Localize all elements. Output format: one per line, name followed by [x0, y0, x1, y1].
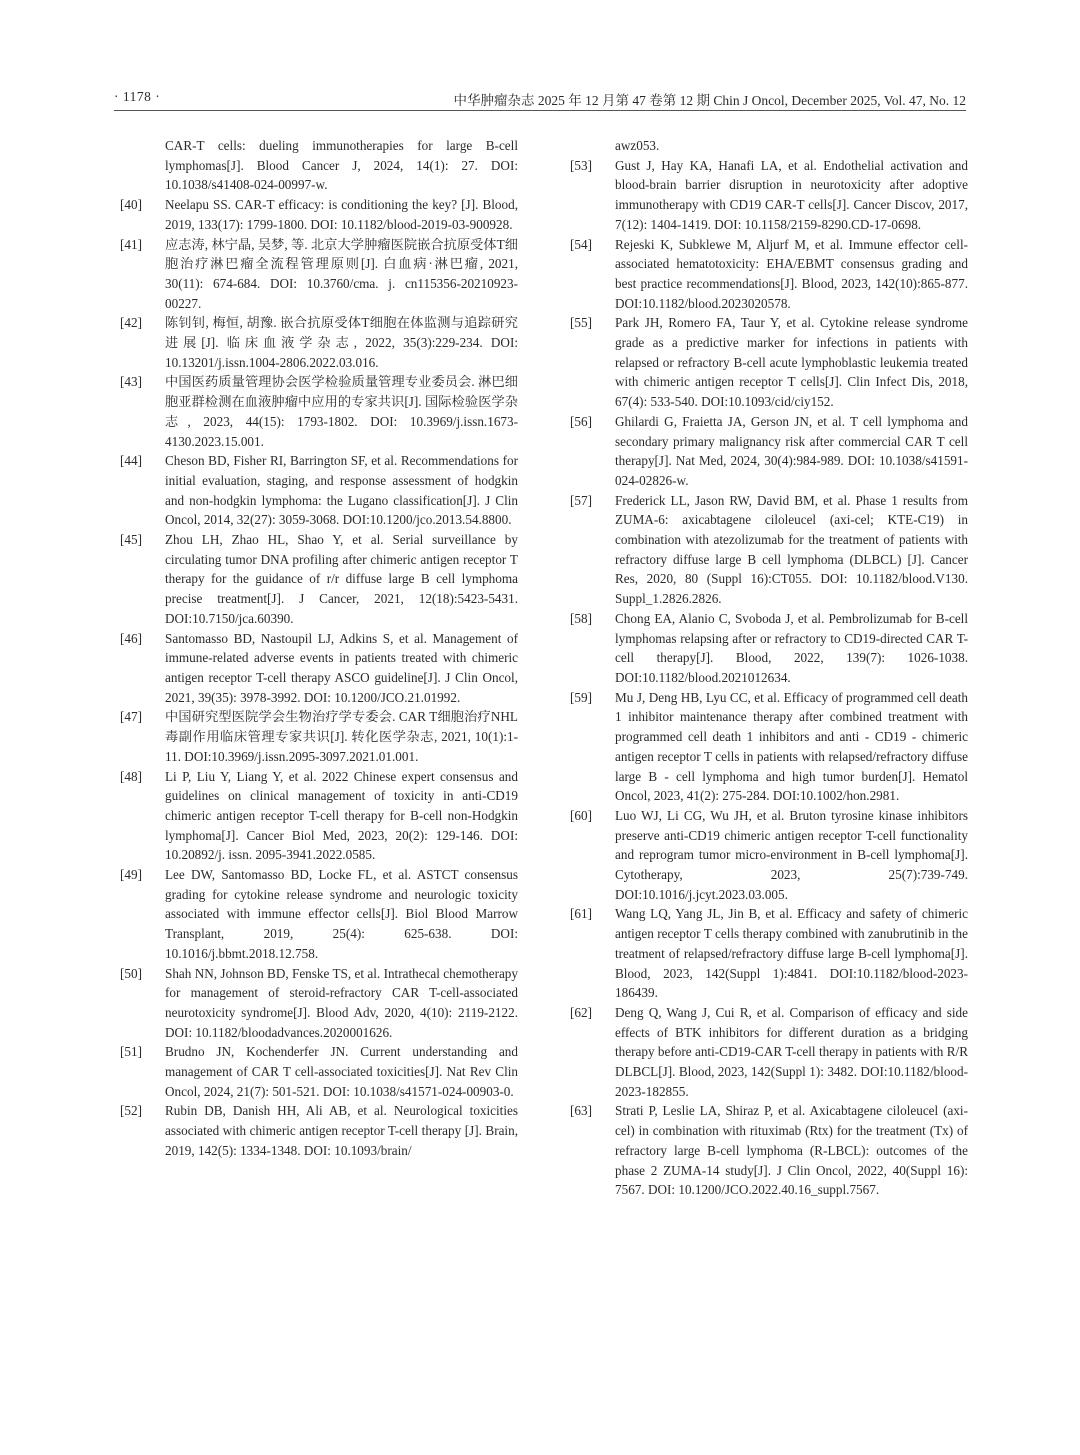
reference-text: Shah NN, Johnson BD, Fenske TS, et al. Intrathecal chemotherapy for management of steroid-refractory CAR T-cell-associated neurotoxicity syndrome[J]. Blood Adv, 2020, 4(10): 2119-2122. DOI: 10.1182/bloodadvances.2020001626.	[165, 965, 518, 1040]
reference-number: [54]	[570, 236, 592, 252]
reference-number: [62]	[570, 1004, 592, 1020]
reference-text: Strati P, Leslie LA, Shiraz P, et al. Axicabtagene ciloleucel (axi-cel) in combination with rituximab (Rtx) for the treatment (Tx) of refractory large B-cell lymphoma (R-LBCL): outcomes of the phase 2 ZUMA-14 study[J]. J Clin Oncol, 2022, 40(Suppl 16): 7567. DOI: 10.1200/JCO.2022.40.16_suppl.7567.	[615, 1103, 968, 1198]
reference-number: [52]	[120, 1103, 142, 1119]
reference-item	[116, 707, 518, 766]
reference-number: [41]	[120, 236, 142, 252]
reference-number: [58]	[570, 610, 592, 626]
reference-number: [47]	[120, 709, 142, 725]
reference-number: [49]	[120, 867, 142, 883]
reference-number: [53]	[570, 157, 592, 173]
reference-text: Rejeski K, Subklewe M, Aljurf M, et al. Immune effector cell-associated hematotoxicity: EHA/EBMT consensus grading and best practice recommendations[J]. Blood, 2023, 142(10):865-877. DOI:10.1182/blood.2023020578.	[615, 236, 968, 311]
reference-text: Luo WJ, Li CG, Wu JH, et al. Bruton tyrosine kinase inhibitors preserve anti-CD19 chimeric antigen receptor T-cell functionality and reprogram tumor micro-environment in B-cell lymphoma[J]. Cytotherapy, 2023, 25(7):739-749. DOI:10.1016/j.jcyt.2023.03.005.	[615, 807, 968, 902]
reference-number: [44]	[120, 453, 142, 469]
reference-number: [63]	[570, 1103, 592, 1119]
reference-item	[566, 412, 968, 491]
reference-text: Chong EA, Alanio C, Svoboda J, et al. Pembrolizumab for B-cell lymphomas relapsing after or refractory to CD19-directed CAR T-cell therapy[J]. Blood, 2022, 139(7): 1026-1038. DOI:10.1182/blood.2021012634.	[615, 610, 968, 685]
reference-text: Santomasso BD, Nastoupil LJ, Adkins S, et al. Management of immune-related adverse events in patients treated with chimeric antigen receptor T-cell therapy ASCO guideline[J]. J Clin Oncol, 2021, 39(35): 3978-3992. DOI: 10.1200/JCO.21.01992.	[165, 630, 518, 705]
reference-number: [60]	[570, 807, 592, 823]
reference-continuation: CAR-T cells: dueling immunotherapies for large B-cell lymphomas[J]. Blood Cancer J, 2024, 14(1): 27. DOI: 10.1038/s41408-024-00997-w.	[165, 138, 518, 193]
reference-number: [57]	[570, 492, 592, 508]
reference-number: [61]	[570, 906, 592, 922]
page-number: · 1178 ·	[114, 89, 161, 104]
reference-text: 陈钊钊, 梅恒, 胡豫. 嵌合抗原受体T细胞在体监测与追踪研究进展[J]. 临床血液学杂志, 2022, 35(3):229-234. DOI: 10.13201/j.issn.1004-2806.2022.03.016.	[165, 315, 518, 370]
reference-text: Deng Q, Wang J, Cui R, et al. Comparison of efficacy and side effects of BTK inhibitors for different duration as a bridging therapy before anti-CD19-CAR T-cell therapy in patients with R/R DLBCL[J]. Blood, 2023, 142(Suppl 1): 3482. DOI:10.1182/blood-2023-182855.	[615, 1004, 968, 1099]
reference-text: Mu J, Deng HB, Lyu CC, et al. Efficacy of programmed cell death 1 inhibitor maintenance therapy after combined treatment with programmed cell death 1 inhibitors and anti - CD19 - chimeric antigen receptor T cells in patients with relapsed/refractory diffuse large B - cell lymphoma and high tumor burden[J]. Hematol Oncol, 2023, 41(2): 275-284. DOI:10.1002/hon.2981.	[615, 689, 968, 804]
reference-item	[566, 1003, 968, 1102]
reference-item	[566, 904, 968, 1003]
reference-item	[566, 1101, 968, 1200]
reference-item	[116, 964, 518, 1043]
reference-column-left	[116, 136, 518, 1161]
reference-item	[116, 195, 518, 234]
reference-item	[566, 688, 968, 806]
reference-text: Lee DW, Santomasso BD, Locke FL, et al. ASTCT consensus grading for cytokine release syndrome and neurologic toxicity associated with immune effector cells[J]. Biol Blood Marrow Transplant, 2019, 25(4): 625-638. DOI: 10.1016/j.bbmt.2018.12.758.	[165, 867, 518, 961]
reference-item	[116, 865, 518, 964]
reference-number: [55]	[570, 315, 592, 331]
reference-number: [40]	[120, 197, 142, 213]
reference-column-right	[566, 136, 968, 1200]
reference-text: Brudno JN, Kochenderfer JN. Current understanding and management of CAR T cell-associated toxicities[J]. Nat Rev Clin Oncol, 2024, 21(7): 501-521. DOI: 10.1038/s41571-024-00903-0.	[165, 1044, 518, 1099]
reference-item	[116, 235, 518, 314]
reference-item	[116, 767, 518, 866]
reference-number: [45]	[120, 532, 142, 548]
reference-item	[566, 609, 968, 688]
reference-text: Zhou LH, Zhao HL, Shao Y, et al. Serial surveillance by circulating tumor DNA profiling after chimeric antigen receptor T therapy for the guidance of r/r diffuse large B cell lymphoma precise treatment[J]. J Cancer, 2021, 12(18):5423-5431. DOI:10.7150/jca.60390.	[165, 532, 518, 626]
reference-text: Li P, Liu Y, Liang Y, et al. 2022 Chinese expert consensus and guidelines on clinical management of toxicity in anti-CD19 chimeric antigen receptor T-cell therapy for B-cell non-Hodgkin lymphoma[J]. Cancer Biol Med, 2023, 20(2): 129-146. DOI: 10.20892/j. issn. 2095-3941.2022.0585.	[165, 768, 518, 863]
reference-text: Frederick LL, Jason RW, David BM, et al. Phase 1 results from ZUMA-6: axicabtagene ciloleucel (axi-cel; KTE-C19) in combination with atezolizumab for the treatment of patients with refractory diffuse large B cell lymphoma (DLBCL) [J]. Cancer Res, 2020, 80 (Suppl 16):CT055. DOI: 10.1182/blood.V130. Suppl_1.2826.2826.	[615, 492, 968, 607]
reference-text: 中国医药质量管理协会医学检验质量管理专业委员会. 淋巴细胞亚群检测在血液肿瘤中应用的专家共识[J]. 国际检验医学杂志, 2023, 44(15): 1793-1802. DOI: 10.3969/j.issn.1673-4130.2023.15.001.	[165, 374, 518, 449]
reference-item	[566, 235, 968, 314]
reference-item	[116, 372, 518, 451]
reference-item	[566, 156, 968, 235]
reference-number: [48]	[120, 768, 142, 784]
reference-number: [46]	[120, 630, 142, 646]
reference-item	[566, 313, 968, 412]
reference-number: [43]	[120, 374, 142, 390]
reference-text: 中国研究型医院学会生物治疗学专委会. CAR T细胞治疗NHL毒副作用临床管理专家共识[J]. 转化医学杂志, 2021, 10(1):1-11. DOI:10.3969/j.issn.2095-3097.2021.01.001.	[165, 709, 518, 764]
reference-text: Gust J, Hay KA, Hanafi LA, et al. Endothelial activation and blood-brain barrier disruption in neurotoxicity after adoptive immunotherapy with CD19 CAR-T cells[J]. Cancer Discov, 2017, 7(12): 1404-1419. DOI: 10.1158/2159-8290.CD-17-0698.	[615, 157, 968, 232]
reference-item	[116, 530, 518, 629]
reference-text: Wang LQ, Yang JL, Jin B, et al. Efficacy and safety of chimeric antigen receptor T cells therapy combined with zanubrutinib in the treatment of relapsed/refractory diffuse large B-cell lymphoma[J]. Blood, 2023, 142(Suppl 1):4841. DOI:10.1182/blood-2023-186439.	[615, 906, 968, 1001]
reference-number: [42]	[120, 315, 142, 331]
reference-text: Cheson BD, Fisher RI, Barrington SF, et al. Recommendations for initial evaluation, staging, and response assessment of hodgkin and non-hodgkin lymphoma: the Lugano classification[J]. J Clin Oncol, 2014, 32(27): 3059-3068. DOI:10.1200/jco.2013.54.8800.	[165, 453, 518, 528]
reference-number: [51]	[120, 1044, 142, 1060]
journal-citation-line: 中华肿瘤杂志 2025 年 12 月第 47 卷第 12 期 Chin J Oncol, December 2025, Vol. 47, No. 12	[453, 93, 966, 108]
reference-text: Park JH, Romero FA, Taur Y, et al. Cytokine release syndrome grade as a predictive marker for infections in patients with relapsed or refractory B-cell acute lymphoblastic leukemia treated with chimeric antigen receptor T cells[J]. Clin Infect Dis, 2018, 67(4): 533-540. DOI:10.1093/cid/ciy152.	[615, 315, 968, 410]
reference-number: [59]	[570, 689, 592, 705]
running-header	[114, 86, 966, 111]
reference-text: Rubin DB, Danish HH, Ali AB, et al. Neurological toxicities associated with chimeric antigen receptor T-cell therapy [J]. Brain, 2019, 142(5): 1334-1348. DOI: 10.1093/brain/	[165, 1103, 518, 1158]
reference-number: [56]	[570, 413, 592, 429]
reference-item	[116, 1042, 518, 1101]
reference-text: Ghilardi G, Fraietta JA, Gerson JN, et al. T cell lymphoma and secondary primary malignancy risk after commercial CAR T cell therapy[J]. Nat Med, 2024, 30(4):984-989. DOI: 10.1038/s41591-024-02826-w.	[615, 413, 968, 488]
reference-number: [50]	[120, 965, 142, 981]
reference-text: 应志涛, 林宁晶, 吴梦, 等. 北京大学肿瘤医院嵌合抗原受体T细胞治疗淋巴瘤全流程管理原则[J]. 白血病·淋巴瘤, 2021, 30(11): 674-684. DOI: 10.3760/cma. j. cn115356-20210923-00227.	[165, 236, 518, 311]
reference-item	[566, 806, 968, 905]
reference-item	[116, 313, 518, 372]
reference-continuation: awz053.	[615, 138, 660, 153]
reference-text: Neelapu SS. CAR-T efficacy: is conditioning the key? [J]. Blood, 2019, 133(17): 1799-1800. DOI: 10.1182/blood-2019-03-900928.	[165, 197, 518, 232]
reference-item	[116, 1101, 518, 1160]
reference-item	[116, 629, 518, 708]
reference-item	[566, 491, 968, 609]
reference-item	[116, 451, 518, 530]
